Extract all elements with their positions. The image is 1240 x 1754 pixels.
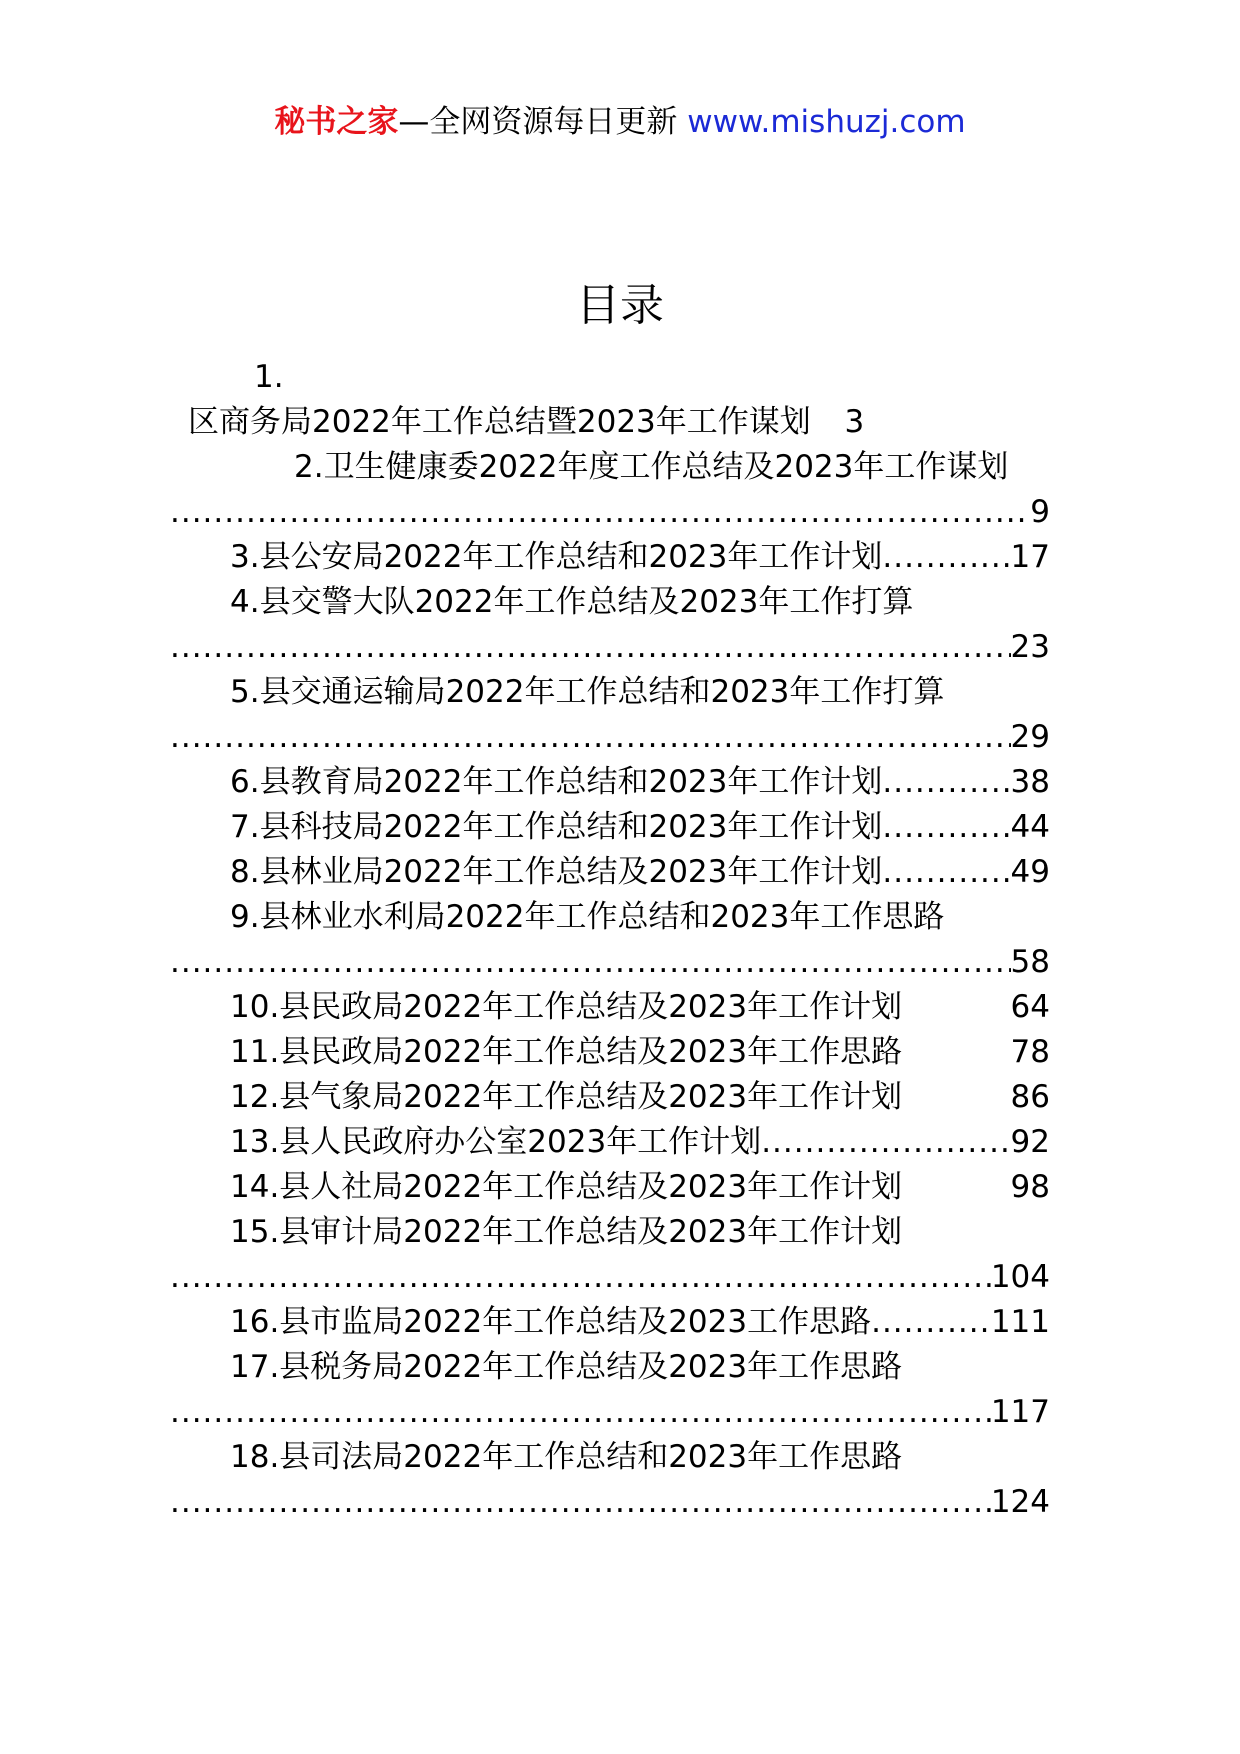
toc-entry-4[interactable] (230, 580, 1050, 625)
toc-entry-page: 98 (1010, 1169, 1050, 1205)
toc-entry-page: 117 (990, 1394, 1050, 1430)
toc-entry-12[interactable] (230, 1075, 1050, 1120)
toc-entry-title: 5.县交通运输局2022年工作总结和2023年工作打算 (230, 674, 945, 710)
toc-entry-title: 15.县审计局2022年工作总结及2023年工作计划 (230, 1214, 903, 1250)
toc-entry-title: 10.县民政局2022年工作总结及2023年工作计划 (230, 989, 903, 1025)
dot-leader (871, 1300, 991, 1345)
toc-entry-title: 14.县人社局2022年工作总结及2023年工作计划 (230, 1169, 903, 1205)
toc-entry-title: 16.县市监局2022年工作总结及2023工作思路 (230, 1304, 872, 1340)
toc-entry-page: 92 (1010, 1124, 1050, 1160)
toc-entry-15[interactable] (230, 1210, 1050, 1255)
toc-entry-5-leader (170, 715, 1050, 760)
toc-entry-page: 38 (1010, 764, 1050, 800)
dot-leader (170, 1255, 991, 1300)
dot-leader (170, 940, 1011, 985)
toc-entry-4-leader (170, 625, 1050, 670)
toc-entry-page: 124 (990, 1484, 1050, 1520)
dot-leader (170, 1480, 991, 1525)
toc-entry-page: 29 (1010, 719, 1050, 755)
toc-entry-number: 1. (254, 359, 284, 395)
dot-leader (882, 805, 1010, 850)
toc-entry-title: 8.县林业局2022年工作总结及2023年工作计划 (230, 854, 883, 890)
toc-entry-title: 7.县科技局2022年工作总结和2023年工作计划 (230, 809, 883, 845)
toc-entry-title: 4.县交警大队2022年工作总结及2023年工作打算 (230, 584, 914, 620)
toc-entry-page: 49 (1010, 854, 1050, 890)
toc-entry-page: 3 (844, 404, 865, 440)
toc-entry-9[interactable] (230, 895, 1050, 940)
toc-entry-page: 44 (1010, 809, 1050, 845)
toc-entry-14[interactable] (230, 1165, 1050, 1210)
dot-leader (170, 715, 1011, 760)
header-slogan: —全网资源每日更新 (398, 104, 678, 140)
site-header (0, 102, 1240, 142)
toc-entry-2-leader (170, 490, 1050, 535)
toc-entry-17-leader (170, 1390, 1050, 1435)
toc-entry-11[interactable] (230, 1030, 1050, 1075)
dot-leader (170, 1390, 991, 1435)
dot-leader (170, 490, 1030, 535)
toc-entry-title: 11.县民政局2022年工作总结及2023年工作思路 (230, 1034, 903, 1070)
toc-entry-title: 17.县税务局2022年工作总结及2023年工作思路 (230, 1349, 903, 1385)
toc-entry-page: 58 (1010, 944, 1050, 980)
toc-entry-page: 23 (1010, 629, 1050, 665)
toc-entry-page: 104 (990, 1259, 1050, 1295)
toc-entry-page: 111 (990, 1304, 1050, 1340)
page-title: 目录 (576, 280, 664, 331)
toc-entry-title: 13.县人民政府办公室2023年工作计划 (230, 1124, 762, 1160)
dot-leader (882, 760, 1010, 805)
toc-entry-page: 64 (1010, 989, 1050, 1025)
toc-entry-1-number-line (190, 355, 1050, 400)
toc-entry-15-leader (170, 1255, 1050, 1300)
toc-entry-2[interactable] (230, 445, 1050, 490)
toc-entry-page: 17 (1010, 539, 1050, 575)
dot-leader (882, 850, 1010, 895)
toc-entry-18-leader (170, 1480, 1050, 1525)
site-url-link[interactable]: www.mishuzj.com (687, 104, 966, 140)
toc-entry-title: 18.县司法局2022年工作总结和2023年工作思路 (230, 1439, 903, 1475)
toc-entry-6[interactable] (230, 760, 1050, 805)
toc-entry-title: 9.县林业水利局2022年工作总结和2023年工作思路 (230, 899, 945, 935)
toc-entry-page: 78 (1010, 1034, 1050, 1070)
toc-entry-7[interactable] (230, 805, 1050, 850)
toc-entry-page: 86 (1010, 1079, 1050, 1115)
toc-entry-title: 3.县公安局2022年工作总结和2023年工作计划 (230, 539, 883, 575)
toc-entry-title: 12.县气象局2022年工作总结及2023年工作计划 (230, 1079, 903, 1115)
dot-leader (882, 535, 1010, 580)
toc-entry-1[interactable] (188, 400, 1050, 445)
toc-entry-title: 2.卫生健康委2022年度工作总结及2023年工作谋划 (294, 449, 1009, 485)
toc-entry-13[interactable] (230, 1120, 1050, 1165)
toc-entry-18[interactable] (230, 1435, 1050, 1480)
toc-entry-5[interactable] (230, 670, 1050, 715)
brand-name: 秘书之家 (274, 104, 399, 140)
toc-entry-8[interactable] (230, 850, 1050, 895)
toc-entry-title: 区商务局2022年工作总结暨2023年工作谋划 (188, 404, 811, 440)
dot-leader (761, 1120, 1010, 1165)
toc-entry-9-leader (170, 940, 1050, 985)
toc-entry-3[interactable] (230, 535, 1050, 580)
toc-entry-page: 9 (1030, 494, 1050, 530)
table-of-contents (188, 359, 1050, 1525)
dot-leader (170, 625, 1011, 670)
toc-entry-title: 6.县教育局2022年工作总结和2023年工作计划 (230, 764, 883, 800)
toc-entry-16[interactable] (230, 1300, 1050, 1345)
toc-entry-10[interactable] (230, 985, 1050, 1030)
toc-entry-17[interactable] (230, 1345, 1050, 1390)
